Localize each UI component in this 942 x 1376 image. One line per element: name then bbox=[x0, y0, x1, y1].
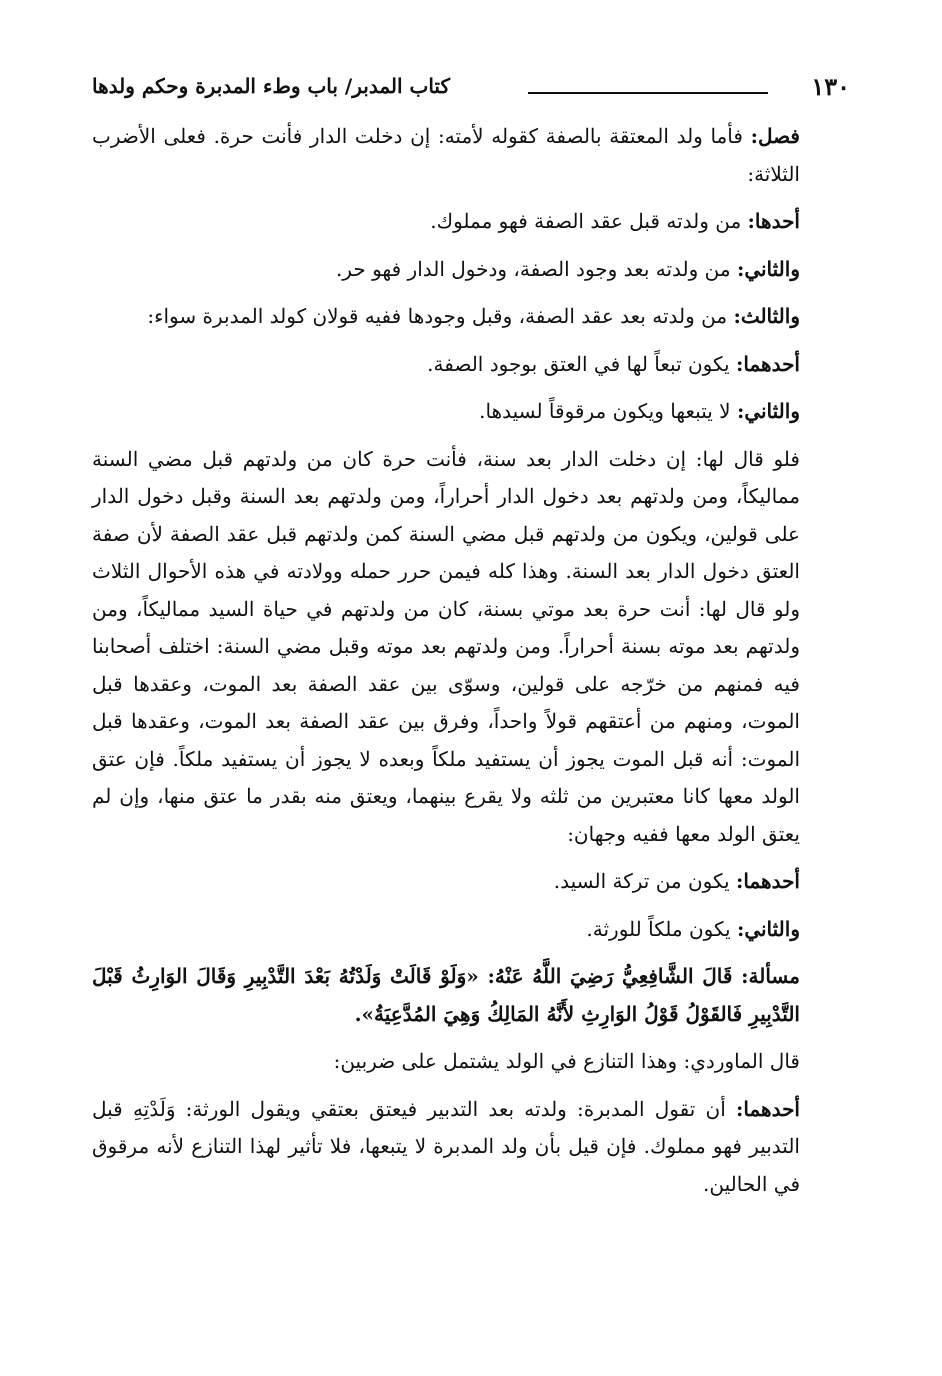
paragraph-lead: أحدهما: bbox=[735, 869, 800, 893]
paragraph-text: من ولدته قبل عقد الصفة فهو مملوك. bbox=[430, 209, 748, 233]
paragraph bbox=[92, 393, 850, 431]
paragraph-text: يكون تبعاً لها في العتق بوجود الصفة. bbox=[427, 351, 736, 376]
paragraph-lead: والثاني: bbox=[736, 256, 800, 281]
paragraph-text: يكون ملكاً للورثة. bbox=[586, 916, 737, 941]
paragraph-text: يكون من تركة السيد. bbox=[553, 869, 736, 893]
paragraph-lead: أحدهما: bbox=[735, 351, 800, 376]
paragraph bbox=[92, 298, 850, 336]
quoted-text: قَالَ الشَّافِعِيُّ رَضِيَ اللَّهُ عَنْهُ: «وَلَوْ قَالَتْ وَلَدْتُهُ بَعْدَ التَّدْبِيرِ وَقَالَ الوَارِثُ قَبْلَ التَّدْبِيرِ فَالقَوْلُ قَوْلُ الوَارِثِ لأَنَّهُ المَالِكُ وَهِيَ المُدَّعِيَةُ». bbox=[92, 964, 800, 1026]
paragraph bbox=[92, 1043, 850, 1081]
paragraph-lead: والثالث: bbox=[733, 304, 800, 328]
paragraph bbox=[92, 441, 850, 854]
paragraph-lead: والثاني: bbox=[736, 916, 800, 941]
paragraph bbox=[92, 203, 850, 241]
paragraph-text: فلو قال لها: إن دخلت الدار بعد سنة، فأنت حرة كان من ولدتهم قبل مضي السنة مماليكاً، ومن ولدتهم بعد دخول الدار أحراراً، ومن ولدتهم بعد السنة وقبل دخول الدار على قولين، ويكون من ولدتهم قبل مضي السنة كمن ولدتهم قبل عقد الصفة لأن صفة العتق دخول الدار بعد السنة. وهذا كله فيمن حرر حمله وولادته في هذه الأحوال الثلاث ولو قال لها: أنت حرة بعد موتي بسنة، كان من ولدتهم في حياة السيد مماليكاً، ومن ولدتهم بعد موته بسنة أحراراً. ومن ولدتهم بعد موته وقبل مضي السنة: اختلف أصحابنا فيه فمنهم من خرّجه على قولين، وسوّى بين عقد الصفة بعد الموت، وعقدها قبل الموت، ومنهم من أعتقهم قولاً واحداً، وفرق بين عقد الصفة بعد الموت، وعقدها قبل الموت: أنه قبل الموت يجوز أن يستفيد ملكاً وبعده لا يجوز أن يستفيد ملكاً. فإن عتق الولد معها كانا معتبرين من ثلثه ولا يقرع بينهما، ويعتق منه بقدر ما عتق منها، وإن لم يعتق الولد معها ففيه وجهان: bbox=[92, 446, 800, 846]
paragraph bbox=[92, 863, 850, 901]
paragraph-text: قال الماوردي: وهذا التنازع في الولد يشتمل على ضربين: bbox=[333, 1049, 800, 1073]
paragraph-lead: أحدها: bbox=[747, 209, 800, 233]
page-header bbox=[92, 70, 850, 110]
paragraph-text: أن تقول المدبرة: ولدته بعد التدبير فيعتق بعتقي ويقول الورثة: وَلَدْتِهِ قبل التدبير فهو مملوك. فإن قيل بأن ولد المدبرة لا يتبعها، فلا تأثير لهذا التنازع لأنه مرقوق في الحالين. bbox=[92, 1096, 800, 1196]
paragraph-text: من ولدته بعد عقد الصفة، وقبل وجودها ففيه قولان كولد المدبرة سواء: bbox=[147, 304, 734, 328]
page-body bbox=[92, 118, 850, 1213]
paragraph-text: لا يتبعها ويكون مرقوقاً لسيدها. bbox=[479, 399, 737, 423]
paragraph-lead: والثاني: bbox=[736, 399, 800, 423]
paragraph-lead: أحدهما: bbox=[735, 1096, 800, 1121]
paragraph-text: من ولدته بعد وجود الصفة، ودخول الدار فهو حر. bbox=[335, 256, 737, 281]
paragraph bbox=[92, 1091, 850, 1204]
paragraph-text: فأما ولد المعتقة بالصفة كقوله لأمته: إن دخلت الدار فأنت حرة. فعلى الأضرب الثلاثة: bbox=[92, 124, 800, 186]
paragraph bbox=[92, 118, 850, 193]
page-number: ١٣٠ bbox=[811, 72, 850, 101]
paragraph bbox=[92, 911, 850, 949]
header-rule bbox=[528, 92, 768, 94]
paragraph bbox=[92, 251, 850, 289]
paragraph bbox=[92, 346, 850, 384]
paragraph-lead: مسألة: bbox=[741, 964, 800, 988]
paragraph bbox=[92, 958, 850, 1033]
paragraph-lead: فصل: bbox=[750, 124, 800, 148]
running-title: كتاب المدبر/ باب وطء المدبرة وحكم ولدها bbox=[92, 74, 450, 98]
